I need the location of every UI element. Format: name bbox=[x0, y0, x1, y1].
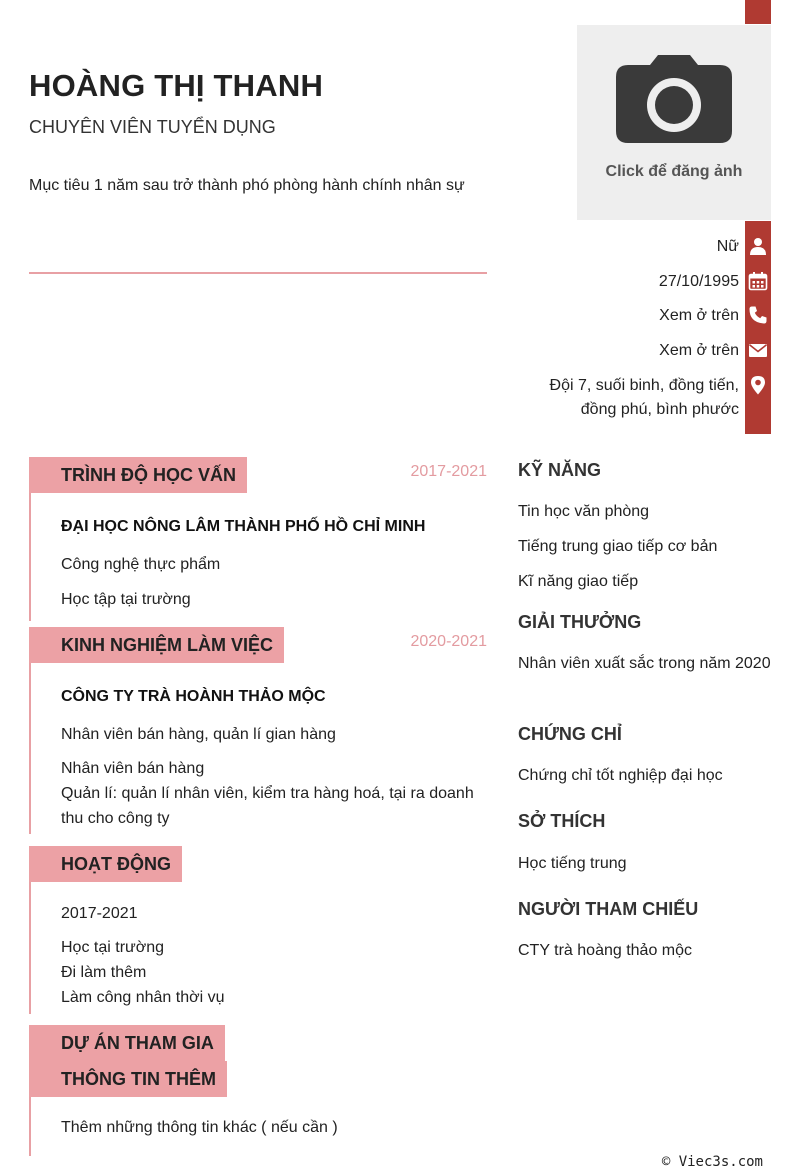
person-icon bbox=[748, 236, 768, 256]
skill-item: Tin học văn phòng bbox=[518, 503, 650, 520]
contact-address-line1: Đội 7, suối binh, đồng tiến, bbox=[549, 377, 739, 394]
awards-text: Nhân viên xuất sắc trong năm 2020 bbox=[518, 655, 771, 672]
photo-upload[interactable] bbox=[577, 25, 771, 220]
camera-icon bbox=[616, 53, 732, 143]
experience-years: 2020-2021 bbox=[410, 633, 487, 650]
skills-heading: KỸ NĂNG bbox=[518, 460, 602, 480]
activities-list bbox=[61, 935, 224, 1010]
experience-desc-line2: Quản lí: quản lí nhân viên, kiểm tra hàng hoá, tại ra doanh thu cho công ty bbox=[61, 785, 474, 827]
skill-item: Tiếng trung giao tiếp cơ bản bbox=[518, 538, 718, 555]
extra-info-heading: THÔNG TIN THÊM bbox=[29, 1061, 227, 1097]
contact-phone: Xem ở trên bbox=[659, 307, 739, 324]
mail-icon bbox=[748, 340, 768, 360]
activity-item: Học tại trường bbox=[61, 939, 165, 956]
references-heading: NGƯỜI THAM CHIẾU bbox=[518, 899, 699, 919]
education-note: Học tập tại trường bbox=[61, 591, 191, 608]
candidate-name: HOÀNG THỊ THANH bbox=[29, 68, 324, 103]
contact-email: Xem ở trên bbox=[659, 342, 739, 359]
calendar-icon bbox=[748, 271, 768, 291]
activity-item: Đi làm thêm bbox=[61, 964, 147, 981]
experience-company: CÔNG TY TRÀ HOÀNH THẢO MỘC bbox=[61, 688, 326, 705]
education-school: ĐẠI HỌC NÔNG LÂM THÀNH PHỐ HỒ CHỈ MINH bbox=[61, 518, 426, 535]
photo-upload-label: Click để đăng ảnh bbox=[605, 163, 743, 180]
contact-gender: Nữ bbox=[716, 238, 739, 255]
skill-item: Kĩ năng giao tiếp bbox=[518, 573, 639, 590]
activity-item: Làm công nhân thời vụ bbox=[61, 989, 225, 1006]
education-major: Công nghệ thực phẩm bbox=[61, 556, 221, 573]
hobbies-text: Học tiếng trung bbox=[518, 855, 627, 872]
references-text: CTY trà hoàng thảo mộc bbox=[518, 942, 693, 959]
education-heading: TRÌNH ĐỘ HỌC VẤN bbox=[29, 457, 247, 493]
phone-icon bbox=[748, 305, 768, 325]
certificates-heading: CHỨNG CHỈ bbox=[518, 724, 622, 744]
experience-heading: KINH NGHIỆM LÀM VIỆC bbox=[29, 627, 284, 663]
certificates-text: Chứng chỉ tốt nghiệp đại học bbox=[518, 767, 723, 784]
experience-desc-line1: Nhân viên bán hàng bbox=[61, 760, 205, 777]
header-divider bbox=[29, 272, 487, 274]
experience-position: Nhân viên bán hàng, quản lí gian hàng bbox=[61, 726, 336, 743]
contact-address-line2: đồng phú, bình phước bbox=[580, 401, 739, 418]
experience-description bbox=[61, 756, 481, 831]
awards-heading: GIẢI THƯỞNG bbox=[518, 612, 642, 632]
extra-info-text: Thêm những thông tin khác ( nếu cần ) bbox=[61, 1119, 338, 1136]
career-objective: Mục tiêu 1 năm sau trở thành phó phòng hành chính nhân sự bbox=[29, 177, 465, 194]
projects-heading: DỰ ÁN THAM GIA bbox=[29, 1025, 225, 1061]
location-icon bbox=[748, 375, 768, 395]
accent-strip-top bbox=[745, 0, 771, 24]
contact-birthday: 27/10/1995 bbox=[658, 273, 739, 290]
activities-heading: HOẠT ĐỘNG bbox=[29, 846, 182, 882]
contact-address bbox=[550, 374, 739, 422]
copyright-footer: © Viec3s.com bbox=[661, 1154, 763, 1170]
hobbies-heading: SỞ THÍCH bbox=[518, 811, 606, 831]
job-title: CHUYÊN VIÊN TUYỂN DỤNG bbox=[29, 117, 276, 137]
education-years: 2017-2021 bbox=[410, 463, 487, 480]
activities-years: 2017-2021 bbox=[61, 905, 138, 922]
